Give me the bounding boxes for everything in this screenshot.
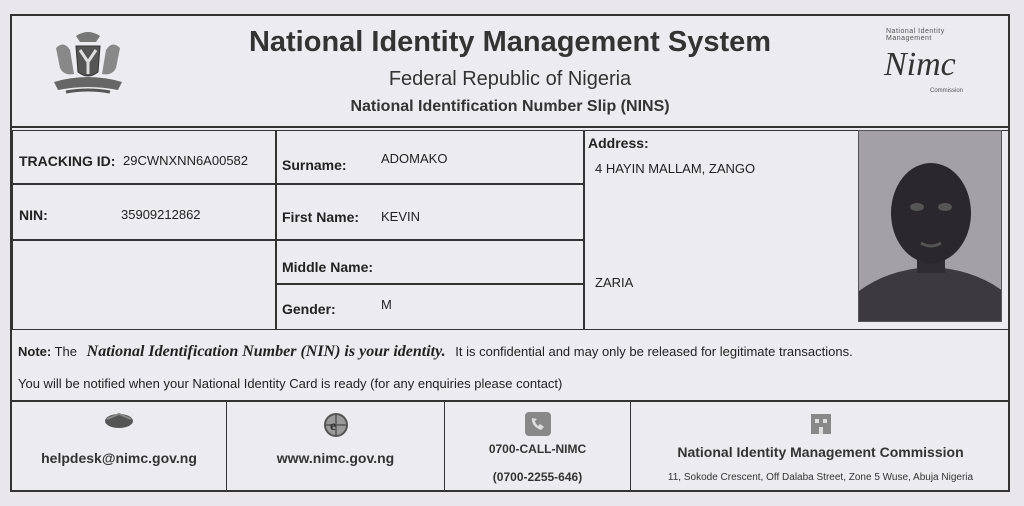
surname-cell [276, 130, 584, 184]
mail-icon [104, 410, 134, 430]
person-photo-icon [859, 131, 1002, 322]
passport-photo [858, 130, 1002, 322]
note-line-2: You will be notified when your National Identity Card is ready (for any enquiries please contact) [18, 376, 563, 391]
note-section [12, 330, 1008, 400]
firstname-label: First Name: [282, 209, 360, 225]
tracking-value: 29CWNXNN6A00582 [123, 153, 249, 168]
address-line-1: 4 HAYIN MALLAM, ZANGO [595, 161, 756, 176]
firstname-cell [276, 184, 584, 240]
note-pre: The [54, 344, 78, 359]
globe-icon [321, 410, 351, 440]
gender-cell [276, 284, 584, 330]
logo-sub-text: Commission [930, 88, 964, 94]
note-label: Note: [18, 344, 52, 359]
gender-value: M [381, 297, 392, 312]
tracking-cell [12, 130, 276, 184]
middlename-label: Middle Name: [282, 259, 374, 275]
phone-contact [444, 400, 630, 492]
logo-arc-text: National Identity Management [886, 28, 945, 42]
website-text[interactable]: www.nimc.gov.ng [276, 450, 395, 466]
email-text[interactable]: helpdesk@nimc.gov.ng [41, 450, 197, 466]
org-contact [630, 400, 1010, 492]
surname-label: Surname: [282, 157, 347, 173]
note-post: It is confidential and may only be released for legitimate transactions. [455, 344, 853, 359]
middlename-cell [276, 240, 584, 284]
nin-cell [12, 184, 276, 240]
logo-text: Nimc [884, 46, 956, 83]
country-subtitle: Federal Republic of Nigeria [388, 68, 632, 90]
blank-cell [12, 240, 276, 330]
surname-value: ADOMAKO [381, 151, 448, 166]
note-emphasis: National Identification Number (NIN) is your identity. [86, 343, 446, 360]
nin-value: 35909212862 [121, 207, 201, 222]
address-label: Address: [588, 135, 649, 151]
slip-header [12, 16, 1008, 128]
email-contact [12, 400, 226, 492]
website-contact [226, 400, 444, 492]
building-icon [808, 410, 834, 436]
nimc-logo-icon [878, 28, 978, 98]
phone-text-1: 0700-CALL-NIMC [488, 442, 587, 456]
system-title: National Identity Management System [248, 26, 772, 58]
note-line-1 [18, 343, 853, 361]
nin-slip [10, 14, 1010, 492]
org-name: National Identity Management Commission [677, 444, 964, 460]
firstname-value: KEVIN [381, 209, 421, 224]
slip-title: National Identification Number Slip (NINS) [350, 98, 670, 115]
address-line-2: ZARIA [595, 275, 634, 290]
tracking-label: TRACKING ID: [19, 153, 116, 169]
svg-text:e: e [329, 419, 336, 434]
phone-text-2: (0700-2255-646) [492, 470, 583, 484]
gender-label: Gender: [282, 301, 336, 317]
org-address: 11, Sokode Crescent, Off Dalaba Street, Zone 5 Wuse, Abuja Nigeria [667, 472, 974, 483]
phone-icon [523, 410, 553, 438]
nin-label: NIN: [19, 207, 48, 223]
